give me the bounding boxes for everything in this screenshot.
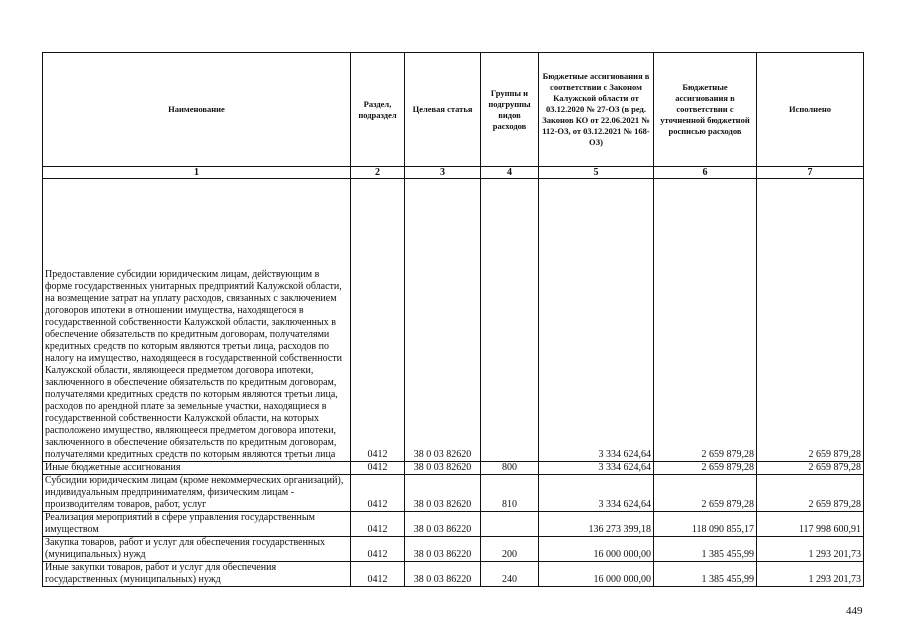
header-law-appropriations: Бюджетные ассигнования в соответствии с Законом Калужской области от 03.12.2020 № 27-ОЗ (в ред. Законов КО от 22.06.2021 № 112-ОЗ, от 03.12.2021 № 168-ОЗ) [539,53,654,167]
table-row [43,179,864,462]
row-executed-amount: 117 998 600,91 [757,512,864,537]
row-target: 38 0 03 86220 [405,512,481,537]
row-law-amount: 3 334 624,64 [539,462,654,475]
table-row [43,475,864,512]
row-executed-amount: 1 293 201,73 [757,562,864,587]
row-section: 0412 [351,512,405,537]
row-executed-amount: 2 659 879,28 [757,179,864,462]
column-number: 2 [351,167,405,179]
table-row [43,562,864,587]
row-section: 0412 [351,475,405,512]
budget-execution-table [42,52,864,587]
row-refined-amount: 2 659 879,28 [654,475,757,512]
page-number: 449 [846,605,863,617]
row-refined-amount: 1 385 455,99 [654,537,757,562]
row-group: 800 [481,462,539,475]
row-group [481,179,539,462]
row-refined-amount: 2 659 879,28 [654,179,757,462]
column-number: 5 [539,167,654,179]
row-section: 0412 [351,179,405,462]
row-executed-amount: 2 659 879,28 [757,475,864,512]
row-executed-amount: 1 293 201,73 [757,537,864,562]
row-name: Иные закупки товаров, работ и услуг для обеспечения государственных (муниципальных) нужд [43,562,351,587]
table-row [43,462,864,475]
row-law-amount: 16 000 000,00 [539,537,654,562]
column-number: 7 [757,167,864,179]
row-refined-amount: 1 385 455,99 [654,562,757,587]
row-refined-amount: 2 659 879,28 [654,462,757,475]
table-row [43,537,864,562]
header-section: Раздел, подраздел [351,53,405,167]
header-executed: Исполнено [757,53,864,167]
column-number: 4 [481,167,539,179]
row-target: 38 0 03 82620 [405,179,481,462]
header-expense-group: Группы и подгруппы видов расходов [481,53,539,167]
column-number: 6 [654,167,757,179]
row-executed-amount: 2 659 879,28 [757,462,864,475]
row-name: Закупка товаров, работ и услуг для обеспечения государственных (муниципальных) нужд [43,537,351,562]
row-refined-amount: 118 090 855,17 [654,512,757,537]
row-target: 38 0 03 82620 [405,462,481,475]
row-target: 38 0 03 86220 [405,537,481,562]
row-name: Иные бюджетные ассигнования [43,462,351,475]
row-section: 0412 [351,562,405,587]
header-name: Наименование [43,53,351,167]
column-number: 1 [43,167,351,179]
row-section: 0412 [351,462,405,475]
row-law-amount: 3 334 624,64 [539,179,654,462]
row-target: 38 0 03 82620 [405,475,481,512]
row-group: 200 [481,537,539,562]
row-name: Субсидии юридическим лицам (кроме некоммерческих организаций), индивидуальным предпринимателям, физическим лицам - производителям товаров, работ, услуг [43,475,351,512]
row-law-amount: 136 273 399,18 [539,512,654,537]
row-law-amount: 3 334 624,64 [539,475,654,512]
row-group [481,512,539,537]
header-target-article: Целевая статья [405,53,481,167]
row-law-amount: 16 000 000,00 [539,562,654,587]
row-group: 810 [481,475,539,512]
row-name: Реализация мероприятий в сфере управления государственным имуществом [43,512,351,537]
column-number: 3 [405,167,481,179]
row-section: 0412 [351,537,405,562]
header-refined-appropriations: Бюджетные ассигнования в соответствии с уточненной бюджетной росписью расходов [654,53,757,167]
table-row [43,512,864,537]
row-group: 240 [481,562,539,587]
row-target: 38 0 03 86220 [405,562,481,587]
row-name: Предоставление субсидии юридическим лицам, действующим в форме государственных унитарных предприятий Калужской области, на возмещение затрат на уплату расходов, связанных с заключением договоров ипотеки в отношении имущества, находящегося в государственной собственности Калужской области, заключенных в обеспечение обязательств по кредитным договорам, получателями кредитных средств по которым являются третьи лица, расходов по налогу на имущество, находящееся в государственной собственности Калужской области, являющееся предметом договора ипотеки, заключенного в обеспечение обязательств по кредитным договорам, получателями кредитных средств по которым являются третьи лица, расходов по арендной плате за земельные участки, находящиеся в государственной собственности Калужской области, на которых расположено имущество, являющееся предметом договора ипотеки, заключенного в обеспечение обязательств по кредитным договорам, получателями кредитных средств по которым являются третьи лица [43,179,351,462]
